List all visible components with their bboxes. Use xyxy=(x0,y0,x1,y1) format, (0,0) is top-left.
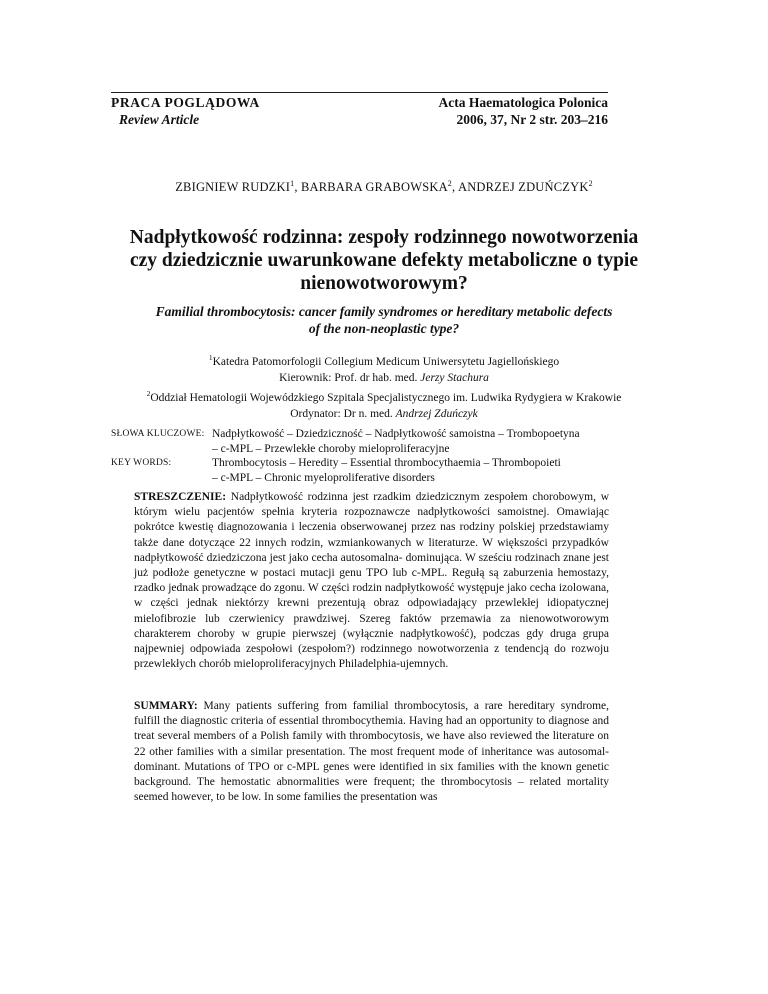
author-affiliation-mark: 1 xyxy=(290,179,295,188)
article-type-en: Review Article xyxy=(119,112,200,127)
keywords-en xyxy=(111,456,621,471)
affiliation-2-head: Ordynator: Dr n. med. Andrzej Zduńczyk xyxy=(290,407,478,420)
affiliation-1-head: Kierownik: Prof. dr hab. med. Jerzy Stachura xyxy=(279,371,489,384)
keywords-pl xyxy=(111,427,621,442)
abstract-pl-label: STRESZCZENIE: xyxy=(134,491,227,503)
keywords-pl-text: Nadpłytkowość – Dziedziczność – Nadpłytkowość samoistna – Trombopoetyna xyxy=(212,428,580,440)
keywords-pl-label: SŁOWA KLUCZOWE: xyxy=(111,429,205,439)
keywords-en-text: Thrombocytosis – Heredity – Essential thrombocythaemia – Thrombopoieti xyxy=(212,457,561,469)
title-line: of the non-neoplastic type? xyxy=(308,321,460,336)
title-line: Nadpłytkowość rodzinna: zespoły rodzinnego nowotworzenia xyxy=(129,227,639,248)
keywords-block xyxy=(111,427,621,485)
journal-citation xyxy=(439,94,608,128)
author-name: ZBIGNIEW RUDZKI xyxy=(175,180,291,195)
author-name: ANDRZEJ ZDUŃCZYK xyxy=(457,180,589,195)
author-separator: , xyxy=(294,180,301,195)
author-name: BARBARA GRABOWSKA xyxy=(300,180,448,195)
abstract-en xyxy=(134,699,609,805)
abstract-en-label: SUMMARY: xyxy=(134,700,198,712)
author-separator: , xyxy=(452,180,458,195)
abstract-pl-text: Nadpłytkowość rodzinna jest rzadkim dziedzicznym zespołem chorobowym, w którym wielu pacjentów spełnia kryteria rozpoznawcze nadpłytkowości samoistnej. Omawiając pokrótce kwestię diagnozowania i leczenia obserwowanej przez nas rodziny polskiej przedstawiamy także dane dotyczące 22 innych rodzin, wzmiankowanych w literaturze. W większości przypadków nadpłytkowość dziedziczona jest jako cecha autosomalna- dominująca. W sześciu rodzinach znane jest już podłoże genetyczne w postaci mutacji genu TPO lub c-MPL. Regułą są zaburzenia hemostazy, rzadko jednak prowadzące do zgonu. W części rodzin nadpłytkowość występuje jako cecha izolowana, w części jednak niektórzy krewni prezentują obraz odpowiadający przewlekłej idiopatycznej mielofibrozie lub czerwienicy prawdziwej. Szereg faktów przemawia za nienowotworowym charakterem choroby w grupie pierwszej (wyłącznie nadpłytkowość), podczas gdy druga grupa najpewniej odpowiada zespołowi (zespołom?) rodzinnego nowotworzenia z tendencją do rozwoju przewlekłych chorób mieloproliferacyjnych Philadelphia-ujemnych. xyxy=(134,491,609,671)
title-line: czy dziedzicznie uwarunkowane defekty metaboliczne o typie xyxy=(129,250,638,271)
article-type xyxy=(111,94,260,128)
keywords-en-label: KEY WORDS: xyxy=(111,458,172,468)
abstract-en-text: Many patients suffering from familial thrombocytosis, a rare hereditary syndrome, fulfill the diagnostic criteria of essential thrombocythemia. Having had an opportunity to diagnose and treat several members of a Polish family with thrombocytosis, we have also reviewed the literature on 22 other families with a similar presentation. The most frequent mode of inheritance was autosomal- dominant. Mutations of TPO or c-MPL genes were identified in six families with the known genetic background. The hemostatic abnormalities were frequent; the thrombocytosis – related mortality seemed however, to be low. In some families the presentation was xyxy=(134,700,609,804)
keywords-en-cont: – c-MPL – Chronic myeloproliferative disorders xyxy=(212,471,435,484)
affiliation-2: $^2$Oddział Hematologii Wojewódzkiego Szpitala Specjalistycznego im. Ludwika Rydygiera w Krakowie xyxy=(146,388,622,404)
author-list xyxy=(0,179,768,195)
abstract-pl xyxy=(134,490,609,672)
keywords-pl-cont: – c-MPL – Przewlekłe choroby mieloproliferacyjne xyxy=(212,442,450,455)
citation-details: 2006, 37, Nr 2 str. 203–216 xyxy=(456,112,608,127)
affiliation-1: $^1$Katedra Patomorfologii Collegium Medicum Uniwersytetu Jagiellońskiego xyxy=(208,353,560,368)
article-title-en xyxy=(100,303,668,337)
title-line: Familial thrombocytosis: cancer family syndromes or hereditary metabolic defects xyxy=(155,304,613,319)
author-affiliation-mark: 2 xyxy=(588,179,593,188)
journal-name: Acta Haematologica Polonica xyxy=(438,95,608,110)
article-title-pl xyxy=(100,226,668,295)
author-affiliation-mark: 2 xyxy=(447,179,452,188)
affiliations xyxy=(60,350,708,422)
title-line: nienowotworowym? xyxy=(300,273,468,294)
header-rule xyxy=(111,92,608,93)
article-type-pl: PRACA POGLĄDOWA xyxy=(111,95,260,110)
